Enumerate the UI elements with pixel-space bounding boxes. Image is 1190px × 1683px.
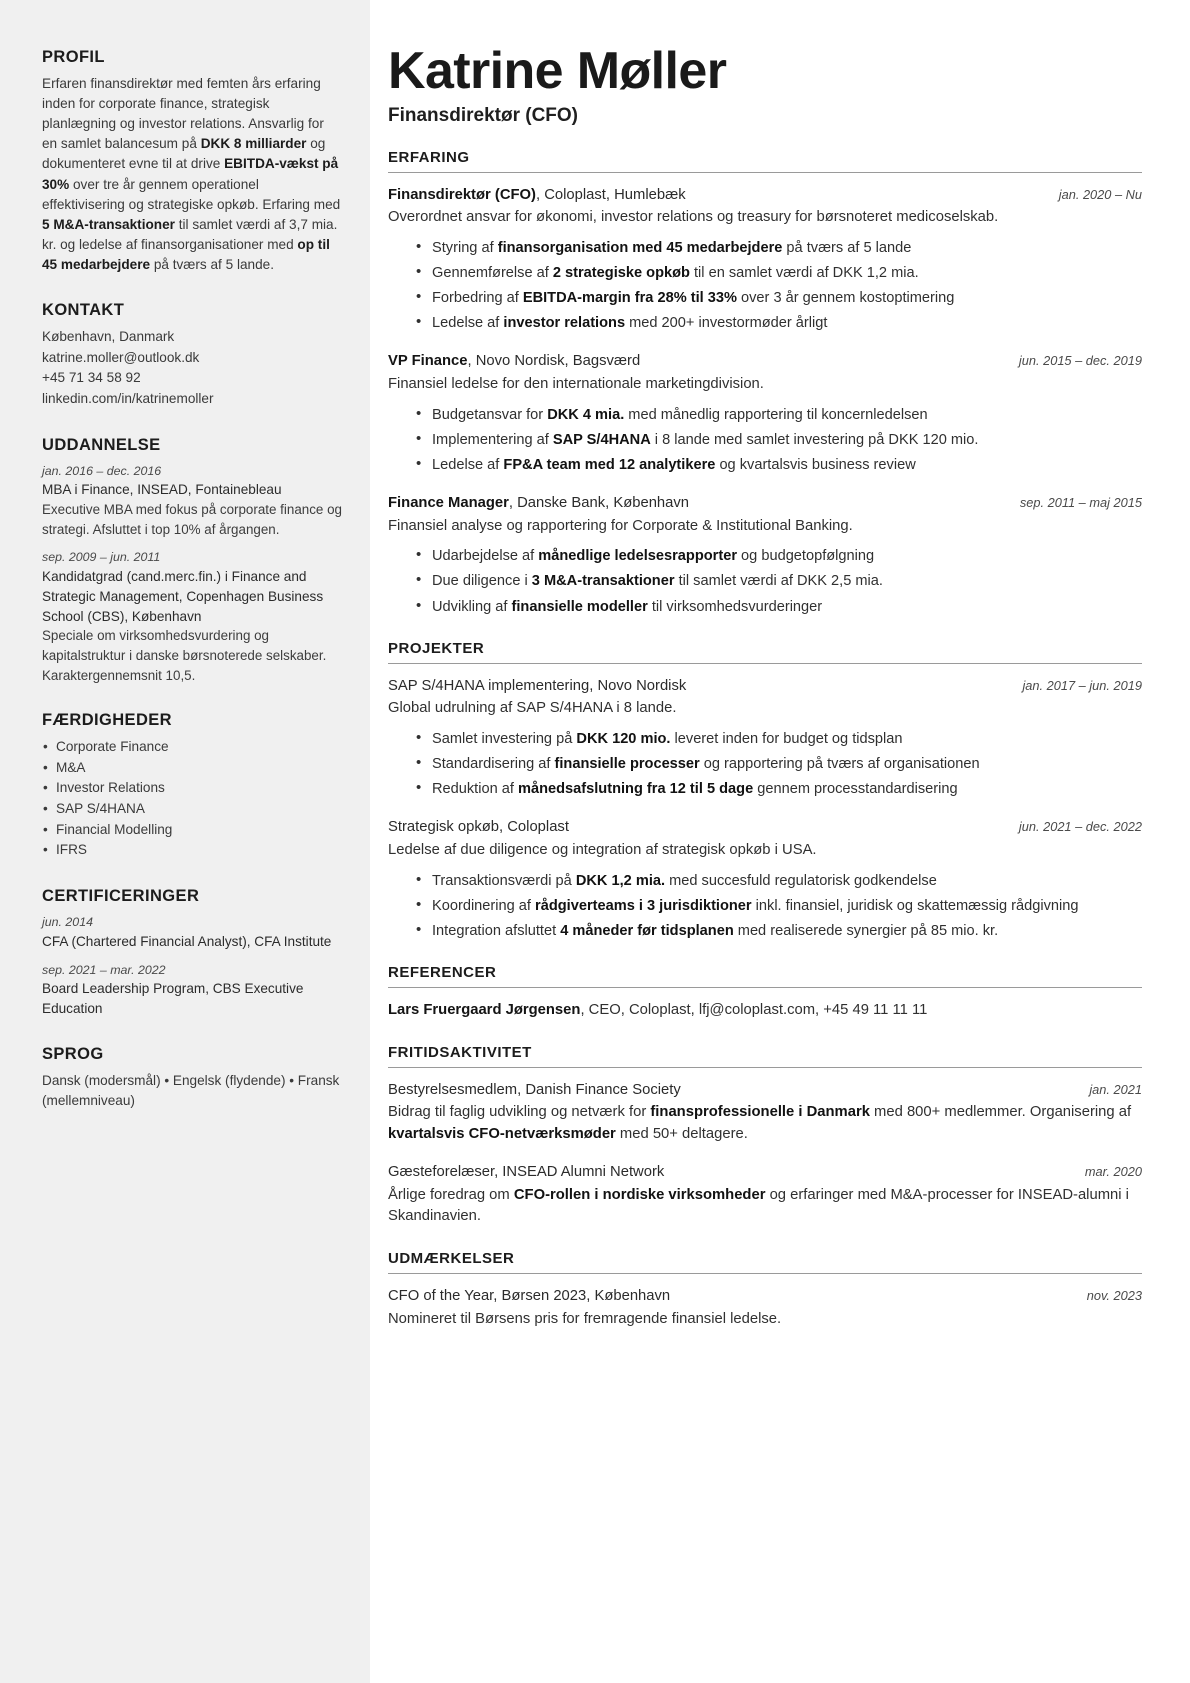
education-title: Kandidatgrad (cand.merc.fin.) i Finance and Strategic Management, Copenhagen Business School (CBS), København	[42, 568, 324, 624]
leisure-entry-header	[388, 1162, 1142, 1183]
profile-text: Erfaren finansdirektør med femten års erfaring inden for corporate finance, strategisk planlægning og investor relations. Ansvarlig for en samlet balancesum på DKK 8 milliarder og dokumenteret evne til at drive EBITDA-vækst på 30% over tre år gennem operationel effektivisering og strategiske opkøb. Erfaring med 5 M&A-transaktioner til samlet værdi af 3,7 mia. kr. og ledelse af finansorganisationer med op til 45 medarbejdere på tværs af 5 lande.	[42, 76, 341, 272]
leisure-entry-date: jan. 2021	[1089, 1081, 1142, 1097]
project-bullet-list	[388, 728, 1142, 801]
contact-line: linkedin.com/in/katrinemoller	[42, 391, 214, 407]
experience-entry-header	[388, 185, 1142, 206]
sidebar	[0, 0, 370, 1683]
award-entry-date: nov. 2023	[1086, 1287, 1142, 1303]
experience-entry-summary: Finansiel ledelse for den internationale marketingdivision.	[388, 376, 764, 393]
education-date: jan. 2016 – dec. 2016	[42, 463, 162, 478]
sidebar-section-certifications	[42, 887, 342, 1019]
certification-title: CFA (Chartered Financial Analyst), CFA Institute	[42, 933, 332, 949]
skill-item: • Corporate Finance	[42, 737, 342, 758]
experience-heading: ERFARING	[388, 148, 470, 166]
awards-heading: UDMÆRKELSER	[388, 1249, 515, 1267]
skill-item: • M&A	[42, 758, 342, 779]
certification-date: jun. 2014	[42, 915, 93, 930]
section-projects	[388, 640, 1142, 942]
leisure-entry-title: Bestyrelsesmedlem, Danish Finance Society	[388, 1081, 681, 1098]
experience-entry	[388, 351, 1142, 476]
award-entry-header	[388, 1286, 1142, 1307]
experience-entry	[388, 493, 1142, 618]
education-item	[42, 462, 342, 540]
projects-heading: PROJEKTER	[388, 639, 485, 657]
experience-bullet-list	[388, 237, 1142, 335]
skills-heading: FÆRDIGHEDER	[42, 711, 172, 730]
education-date: sep. 2009 – jun. 2011	[42, 550, 161, 565]
main-content	[370, 0, 1190, 1387]
education-heading: UDDANNELSE	[42, 435, 161, 454]
sidebar-section-languages	[42, 1045, 342, 1111]
project-entry-summary: Global udrulning af SAP S/4HANA i 8 lande.	[388, 700, 677, 717]
section-references	[388, 964, 1142, 1021]
awards-rule	[388, 1273, 1142, 1274]
skill-item: • Financial Modelling	[42, 820, 342, 841]
experience-bullet: • Ledelse af FP&A team med 12 analytikere og kvartalsvis business review	[416, 454, 1142, 476]
section-experience	[388, 149, 1142, 618]
projects-rule	[388, 663, 1142, 664]
contact-line: +45 71 34 58 92	[42, 370, 141, 386]
project-bullet: • Reduktion af månedsafslutning fra 12 til 5 dage gennem processtandardisering	[416, 778, 1142, 800]
profile-heading: PROFIL	[42, 48, 105, 66]
experience-bullet: • Implementering af SAP S/4HANA i 8 lande med samlet investering på DKK 120 mio.	[416, 429, 1142, 451]
project-bullet: • Koordinering af rådgiverteams i 3 jurisdiktioner inkl. finansiel, juridisk og skattemæssig rådgivning	[416, 895, 1142, 917]
languages-text: Dansk (modersmål) • Engelsk (flydende) • Fransk (mellemniveau)	[42, 1072, 340, 1108]
experience-entry-header	[388, 493, 1142, 514]
contact-heading: KONTAKT	[42, 301, 125, 320]
education-description: Executive MBA med fokus på corporate finance og strategi. Afsluttet i top 10% af årgangen.	[42, 502, 342, 537]
sidebar-section-contact	[42, 301, 342, 410]
award-entry	[388, 1286, 1142, 1330]
project-entry-title: Strategisk opkøb, Coloplast	[388, 819, 569, 836]
leisure-rule	[388, 1067, 1142, 1068]
project-entry-header	[388, 817, 1142, 838]
sidebar-section-education	[42, 436, 342, 685]
experience-bullet: • Gennemførelse af 2 strategiske opkøb til en samlet værdi af DKK 1,2 mia.	[416, 262, 1142, 284]
leisure-heading: FRITIDSAKTIVITET	[388, 1043, 532, 1061]
experience-bullet-list	[388, 545, 1142, 618]
references-rule	[388, 987, 1142, 988]
experience-rule	[388, 172, 1142, 173]
leisure-entries	[388, 1080, 1142, 1228]
award-entries	[388, 1286, 1142, 1330]
contact-line: København, Danmark	[42, 329, 175, 345]
leisure-entry	[388, 1080, 1142, 1146]
experience-entry-summary: Overordnet ansvar for økonomi, investor relations og treasury for børsnoteret medicoselskab.	[388, 209, 999, 226]
experience-entry-title: VP Finance, Novo Nordisk, Bagsværd	[388, 353, 641, 370]
award-entry-title: CFO of the Year, Børsen 2023, København	[388, 1287, 671, 1304]
education-item	[42, 548, 342, 685]
skill-item: • SAP S/4HANA	[42, 799, 342, 820]
certification-title: Board Leadership Program, CBS Executive Education	[42, 981, 304, 1016]
project-bullet: • Integration afsluttet 4 måneder før tidsplanen med realiserede synergier på 85 mio. kr.	[416, 920, 1142, 942]
experience-entries	[388, 185, 1142, 618]
certification-item	[42, 961, 342, 1019]
education-description: Speciale om virksomhedsvurdering og kapitalstruktur i danske børsnoterede selskaber. Karaktergennemsnit 10,5.	[42, 628, 327, 683]
experience-entry-header	[388, 351, 1142, 372]
experience-bullet-list	[388, 404, 1142, 477]
leisure-entry-description: Årlige foredrag om CFO-rollen i nordiske virksomheder og erfaringer med M&A-processer for INSEAD-alumni i Skandinavien.	[388, 1186, 1129, 1225]
project-bullet: • Samlet investering på DKK 120 mio. leveret inden for budget og tidsplan	[416, 728, 1142, 750]
languages-heading: SPROG	[42, 1044, 104, 1063]
experience-entry-date: sep. 2011 – maj 2015	[1019, 495, 1142, 511]
project-entry	[388, 676, 1142, 801]
project-bullet-list	[388, 870, 1142, 943]
experience-entry	[388, 185, 1142, 335]
project-bullet: • Transaktionsværdi på DKK 1,2 mia. med succesfuld regulatorisk godkendelse	[416, 870, 1142, 892]
experience-bullet: • Forbedring af EBITDA-margin fra 28% til 33% over 3 år gennem kostoptimering	[416, 287, 1142, 309]
project-entry-header	[388, 676, 1142, 697]
candidate-job-title: Finansdirektør (CFO)	[388, 104, 579, 126]
education-title: MBA i Finance, INSEAD, Fontainebleau	[42, 482, 282, 498]
project-entry-date: jan. 2017 – jun. 2019	[1022, 677, 1142, 693]
contact-lines	[42, 327, 342, 410]
certification-item	[42, 913, 342, 951]
experience-bullet: • Styring af finansorganisation med 45 medarbejdere på tværs af 5 lande	[416, 237, 1142, 259]
experience-entry-summary: Finansiel analyse og rapportering for Corporate & Institutional Banking.	[388, 517, 853, 534]
sidebar-section-skills	[42, 711, 342, 861]
skills-list	[42, 737, 342, 861]
leisure-entry	[388, 1162, 1142, 1228]
experience-entry-date: jan. 2020 – Nu	[1058, 186, 1142, 202]
experience-bullet: • Ledelse af investor relations med 200+ investormøder årligt	[416, 312, 1142, 334]
leisure-entry-header	[388, 1080, 1142, 1101]
reference-line: Lars Fruergaard Jørgensen, CEO, Coloplast, lfj@coloplast.com, +45 49 11 11 11	[388, 1002, 928, 1019]
experience-bullet: • Due diligence i 3 M&A-transaktioner til samlet værdi af DKK 2,5 mia.	[416, 570, 1142, 592]
references-heading: REFERENCER	[388, 964, 497, 982]
contact-line: katrine.moller@outlook.dk	[42, 349, 200, 365]
leisure-entry-title: Gæsteforelæser, INSEAD Alumni Network	[388, 1164, 665, 1181]
experience-bullet: • Udarbejdelse af månedlige ledelsesrapporter og budgetopfølgning	[416, 545, 1142, 567]
leisure-entry-description: Bidrag til faglig udvikling og netværk for finansprofessionelle i Danmark med 800+ medlemmer. Organisering af kvartalsvis CFO-netværksmøder med 50+ deltagere.	[388, 1104, 1132, 1142]
experience-bullet: • Budgetansvar for DKK 4 mia. med månedlig rapportering til koncernledelsen	[416, 404, 1142, 426]
certifications-heading: CERTIFICERINGER	[42, 887, 200, 906]
education-items	[42, 462, 342, 685]
project-entry	[388, 817, 1142, 942]
project-bullet: • Standardisering af finansielle processer og rapportering på tværs af organisationen	[416, 753, 1142, 775]
certification-date: sep. 2021 – mar. 2022	[42, 962, 166, 977]
leisure-entry-date: mar. 2020	[1084, 1164, 1142, 1180]
certification-items	[42, 913, 342, 1019]
experience-bullet: • Udvikling af finansielle modeller til virksomhedsvurderinger	[416, 596, 1142, 618]
experience-entry-title: Finance Manager, Danske Bank, København	[388, 495, 690, 512]
project-entry-date: jun. 2021 – dec. 2022	[1018, 819, 1142, 835]
experience-entry-date: jun. 2015 – dec. 2019	[1018, 353, 1142, 369]
section-leisure	[388, 1044, 1142, 1228]
award-entry-description: Nomineret til Børsens pris for fremragende finansiel ledelse.	[388, 1310, 782, 1327]
section-awards	[388, 1250, 1142, 1330]
skill-item: • IFRS	[42, 840, 342, 861]
project-entry-summary: Ledelse af due diligence og integration af strategisk opkøb i USA.	[388, 842, 817, 859]
experience-entry-title: Finansdirektør (CFO), Coloplast, Humlebæk	[388, 186, 686, 203]
sidebar-section-profile	[42, 48, 342, 275]
skill-item: • Investor Relations	[42, 778, 342, 799]
project-entries	[388, 676, 1142, 942]
project-entry-title: SAP S/4HANA implementering, Novo Nordisk	[388, 677, 687, 694]
candidate-name: Katrine Møller	[388, 42, 727, 100]
